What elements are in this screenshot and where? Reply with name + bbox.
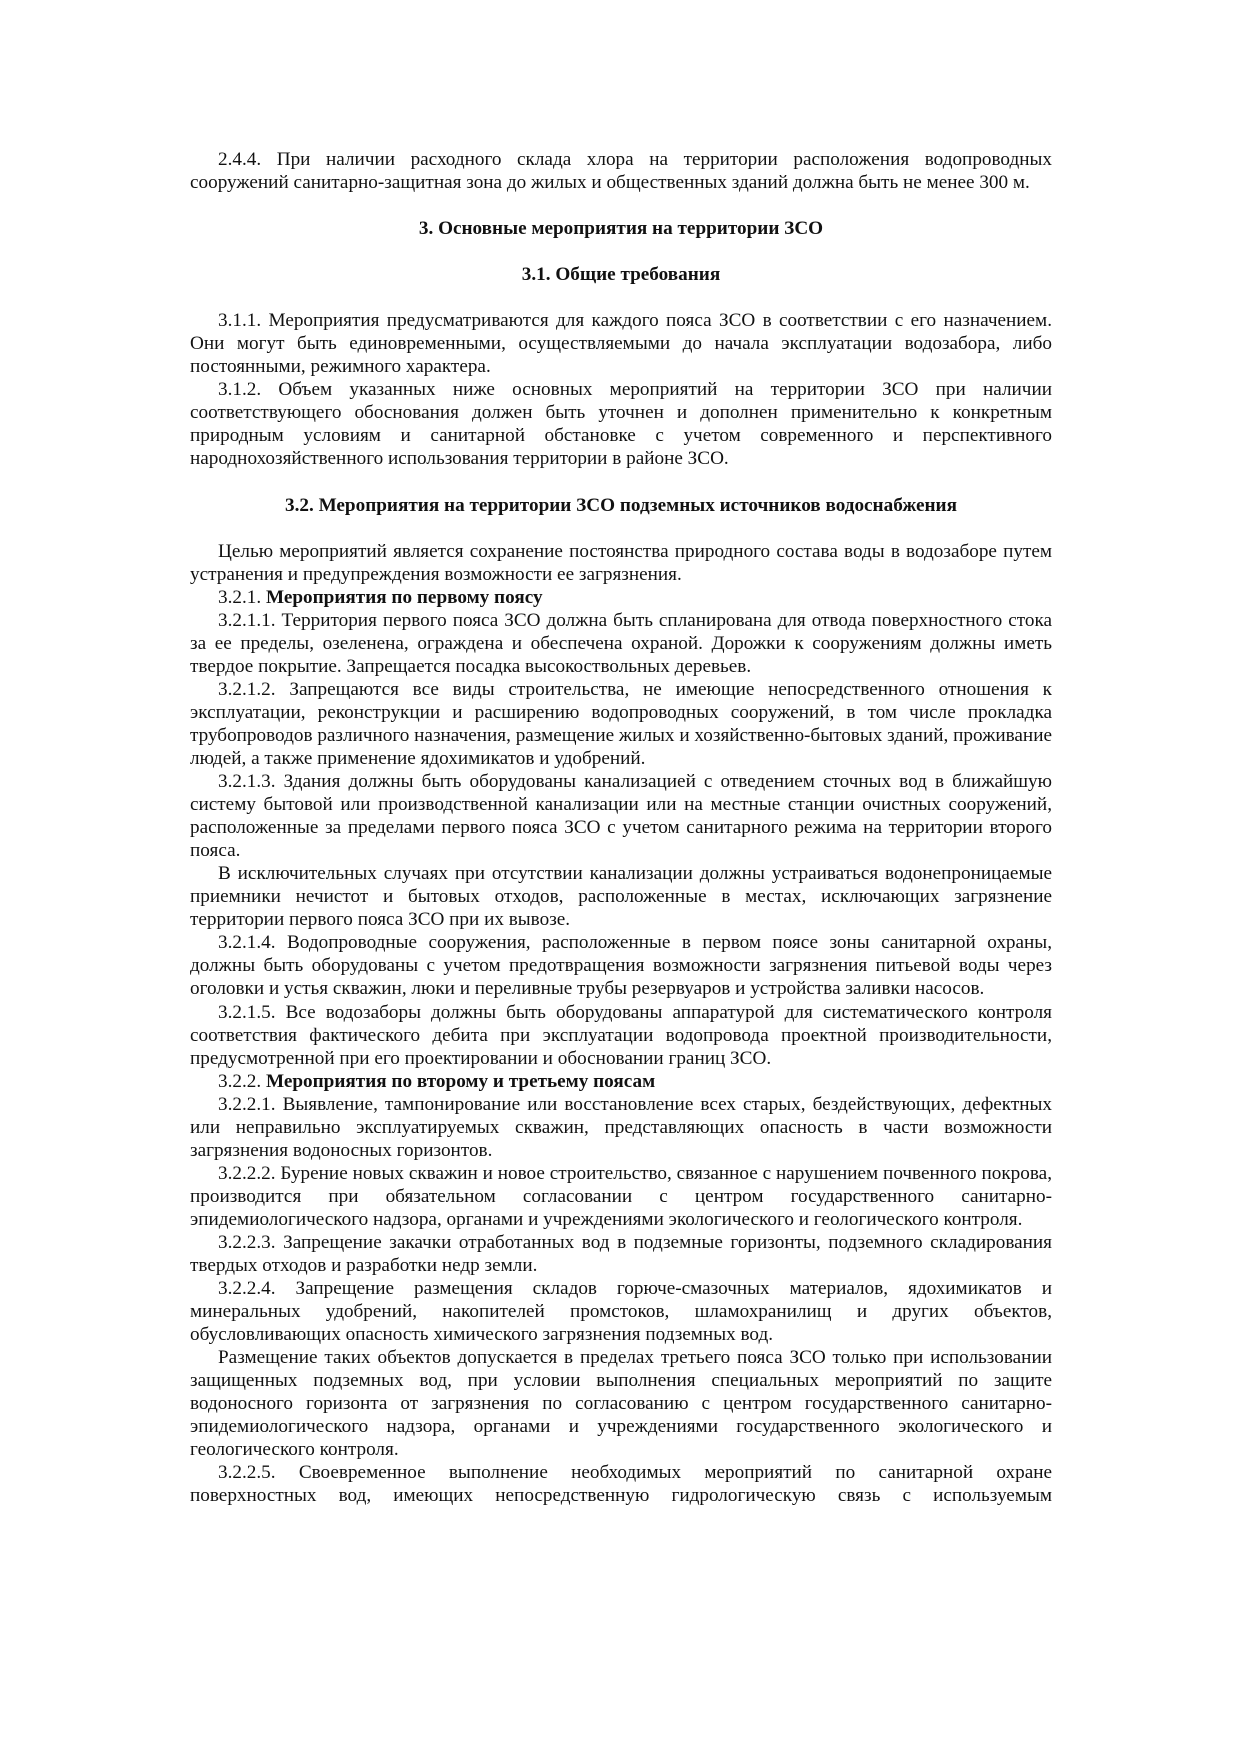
paragraph-3-2-2-1: 3.2.2.1. Выявление, тампонирование или восстановление всех старых, бездействующих, дефектных или неправильно эксплуатируемых скважин, представляющих опасность в части возможности загрязнения водоносных горизонтов. xyxy=(190,1093,1052,1161)
spacer xyxy=(190,286,1052,309)
spacer xyxy=(190,471,1052,494)
section-heading-3-1: 3.1. Общие требования xyxy=(521,264,721,286)
paragraph-3-2-1-1: 3.2.1.1. Территория первого пояса ЗСО должна быть спланирована для отвода поверхностного стока за ее пределы, озеленена, ограждена и обеспечена охраной. Дорожки к сооружениям должны иметь твердое покрытие. Запрещается посадка высокоствольных деревьев. xyxy=(190,609,1052,677)
subsection-title: Мероприятия по второму и третьему поясам xyxy=(265,1070,656,1092)
paragraph-3-2-intro: Целью мероприятий является сохранение постоянства природного состава воды в водозаборе путем устранения и предупреждения возможности ее загрязнения. xyxy=(190,540,1052,585)
paragraph-3-2-2-4: 3.2.2.4. Запрещение размещения складов горюче-смазочных материалов, ядохимикатов и минеральных удобрений, накопителей промстоков, шламохранилищ и других объектов, обусловливающих опасность химического загрязнения подземных вод. xyxy=(190,1278,1052,1346)
paragraph-3-2-2-4b: Размещение таких объектов допускается в пределах третьего пояса ЗСО только при использовании защищенных подземных вод, при условии выполнения специальных мероприятий по защите водоносного горизонта от загрязнения по согласованию с центром государственного санитарно-эпидемиологического надзора, органами и учреждениями государственного экологического и геологического контроля. xyxy=(190,1347,1052,1461)
subsection-heading-3-2-2 xyxy=(190,1070,1052,1093)
section-heading-3-2: 3.2. Мероприятия на территории ЗСО подземных источников водоснабжения xyxy=(284,494,957,516)
paragraph-3-2-1-5: 3.2.1.5. Все водозаборы должны быть оборудованы аппаратурой для систематического контроля соответствия фактического дебита при эксплуатации водопровода проектной производительности, предусмотренной при его проектировании и обосновании границ ЗСО. xyxy=(190,1001,1052,1069)
paragraph-3-1-2: 3.1.2. Объем указанных ниже основных мероприятий на территории ЗСО при наличии соответствующего обоснования должен быть уточнен и дополнен применительно к конкретным природным условиям и санитарной обстановке с учетом современного и перспективного народнохозяйственного использования территории в районе ЗСО. xyxy=(190,379,1052,470)
paragraph-3-2-1-4: 3.2.1.4. Водопроводные сооружения, расположенные в первом поясе зоны санитарной охраны, должны быть оборудованы с учетом предотвращения возможности загрязнения питьевой воды через оголовки и устья скважин, люки и переливные трубы резервуаров и устройства заливки насосов. xyxy=(190,932,1052,1000)
spacer xyxy=(190,194,1052,217)
paragraph-2-4-4: 2.4.4. При наличии расходного склада хлора на территории расположения водопроводных сооружений санитарно-защитная зона до жилых и общественных зданий должна быть не менее 300 м. xyxy=(190,149,1052,194)
subsection-number: 3.2.1. xyxy=(218,586,266,608)
subsection-title: Мероприятия по первому поясу xyxy=(265,586,543,608)
section-heading-3: 3. Основные мероприятия на территории ЗСО xyxy=(418,218,824,240)
paragraph-3-2-2-5: 3.2.2.5. Своевременное выполнение необходимых мероприятий по санитарной охране поверхностных вод, имеющих непосредственную гидрологическую связь с используемым xyxy=(190,1462,1052,1507)
paragraph-3-1-1: 3.1.1. Мероприятия предусматриваются для каждого пояса ЗСО в соответствии с его назначением. Они могут быть единовременными, осуществляемыми до начала эксплуатации водозабора, либо постоянными, режимного характера. xyxy=(190,310,1052,378)
spacer xyxy=(190,240,1052,263)
subsection-number: 3.2.2. xyxy=(218,1070,266,1092)
paragraph-3-2-1-3b: В исключительных случаях при отсутствии канализации должны устраиваться водонепроницаемые приемники нечистот и бытовых отходов, расположенные в местах, исключающих загрязнение территории первого пояса ЗСО при их вывозе. xyxy=(190,863,1052,931)
document-page xyxy=(190,148,1052,1508)
paragraph-3-2-2-3: 3.2.2.3. Запрещение закачки отработанных вод в подземные горизонты, подземного складирования твердых отходов и разработки недр земли. xyxy=(190,1231,1052,1277)
subsection-heading-3-2-1 xyxy=(190,586,1052,609)
spacer xyxy=(190,517,1052,540)
paragraph-3-2-1-3: 3.2.1.3. Здания должны быть оборудованы канализацией с отведением сточных вод в ближайшую систему бытовой или производственной канализации или на местные станции очистных сооружений, расположенные за пределами первого пояса ЗСО с учетом санитарного режима на территории второго пояса. xyxy=(190,771,1052,862)
paragraph-3-2-1-2: 3.2.1.2. Запрещаются все виды строительства, не имеющие непосредственного отношения к эксплуатации, реконструкции и расширению водопроводных сооружений, в том числе прокладка трубопроводов различного назначения, размещение жилых и хозяйственно-бытовых зданий, проживание людей, а также применение ядохимикатов и удобрений. xyxy=(190,678,1052,769)
paragraph-3-2-2-2: 3.2.2.2. Бурение новых скважин и новое строительство, связанное с нарушением почвенного покрова, производится при обязательном согласовании с центром государственного санитарно-эпидемиологического надзора, органами и учреждениями экологического и геологического контроля. xyxy=(190,1162,1052,1230)
